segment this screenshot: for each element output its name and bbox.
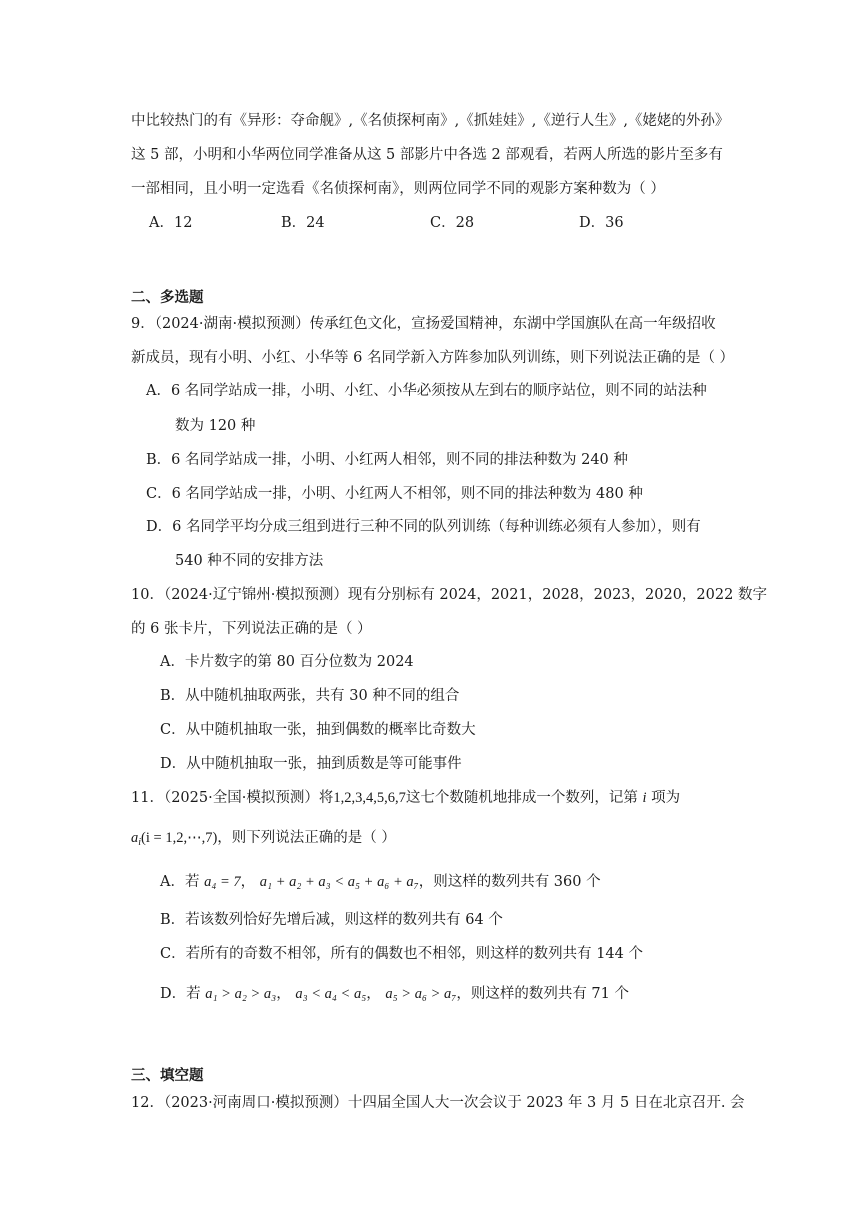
section-title-fill-in: 三、填空题	[131, 1068, 204, 1084]
q9-option-d-line-1: D．6 名同学平均分成三组到进行三种不同的队列训练（每种训练必须有人参加），则有	[146, 519, 701, 535]
q11-number-sequence: 1,2,3,4,5,6,7	[333, 790, 406, 806]
q9-line-1: 9．（2024·湖南·模拟预测）传承红色文化，宣扬爱国精神，东湖中学国旗队在高一年级招收	[131, 316, 716, 332]
q11-option-c: C．若所有的奇数不相邻，所有的偶数也不相邻，则这样的数列共有 144 个	[160, 946, 643, 962]
q9-option-c: C．6 名同学站成一排，小明、小红两人不相邻，则不同的排法种数为 480 种	[146, 486, 643, 502]
q11-intro-text: 11．（2025·全国·模拟预测）将	[131, 790, 334, 806]
q10-option-d: D．从中随机抽取一张，抽到质数是等可能事件	[160, 756, 462, 772]
q8-line-1: 中比较热门的有《异形：夺命舰》,《名侦探柯南》,《抓娃娃》,《逆行人生》,《姥姥的外孙》	[131, 113, 730, 129]
q9-option-b: B．6 名同学站成一排，小明、小红两人相邻，则不同的排法种数为 240 种	[146, 452, 628, 468]
q11-index-i: i	[642, 790, 647, 806]
q11-option-d-condition-1: a₁ > a₂ > a₃	[205, 986, 277, 1002]
q11-option-d-condition-3: a₅ > a₆ > a₇	[385, 986, 457, 1002]
q10-option-b: B．从中随机抽取两张，共有 30 种不同的组合	[160, 688, 460, 704]
q9-option-a-line-2: 数为 120 种	[175, 418, 256, 434]
q11-option-a-condition-2: a₁ + a₂ + a₃ < a₅ + a₆ + a₇	[259, 874, 419, 890]
q11-option-a-condition-1: a₄ = 7	[204, 874, 241, 890]
q8-line-2: 这 5 部，小明和小华两位同学准备从这 5 部影片中各选 2 部观看，若两人所选的影片至多有	[131, 147, 723, 163]
q8-line-3: 一部相同，且小明一定选看《名侦探柯南》，则两位同学不同的观影方案种数为（ ）	[131, 181, 665, 197]
q11-prompt-text: ，则下列说法正确的是（ ）	[217, 830, 396, 846]
q9-option-a-line-1: A．6 名同学站成一排，小明、小红、小华必须按从左到右的顺序站位，则不同的站法种	[146, 383, 707, 399]
q11-option-d-conclusion: ，则这样的数列共有 71 个	[456, 986, 629, 1002]
q11-intro-text-2: 这七个数随机地排成一个数列，记第	[405, 790, 638, 806]
q10-option-a: A．卡片数字的第 80 百分位数为 2024	[160, 654, 414, 670]
q9-option-d-line-2: 540 种不同的安排方法	[175, 553, 324, 569]
q11-option-d: D．若 a₁ > a₂ > a₃， a₃ < a₄ < a₅， a₅ > a₆ > a₇，则这样的数列共有 71 个	[160, 986, 629, 1002]
q11-xiang-text: 项为	[651, 790, 681, 806]
q8-option-c: C．28	[430, 215, 475, 231]
q11-option-d-condition-2: a₃ < a₄ < a₅	[295, 986, 367, 1002]
q12-line-1: 12．（2023·河南周口·模拟预测）十四届全国人大一次会议于 2023 年 3 月 5 日在北京召开. 会	[131, 1095, 745, 1111]
q8-option-d: D．36	[579, 215, 624, 231]
q11-line-1	[131, 788, 680, 808]
q10-line-2: 的 6 张卡片，下列说法正确的是（ ）	[131, 621, 372, 637]
section-title-multiple-choice: 二、多选题	[131, 290, 204, 306]
q11-term-a: a	[131, 830, 139, 846]
q11-option-d-label: D．若	[160, 986, 201, 1002]
q11-option-a-label: A．若	[160, 874, 200, 890]
q11-index-range: (i = 1,2,⋯,7)	[141, 830, 218, 846]
q10-line-1: 10．（2024·辽宁锦州·模拟预测）现有分别标有 2024，2021，2028，2023，2020，2022 数字	[131, 587, 767, 603]
q10-option-c: C．从中随机抽取一张，抽到偶数的概率比奇数大	[160, 722, 476, 738]
q8-option-a: A．12	[149, 215, 193, 231]
q11-option-a-conclusion: ，则这样的数列共有 360 个	[418, 874, 601, 890]
q9-line-2: 新成员，现有小明、小红、小华等 6 名同学新入方阵参加队列训练，则下列说法正确的是（ ）	[131, 350, 735, 366]
q11-line-2	[131, 828, 396, 848]
q11-term-subscript: i	[138, 837, 142, 848]
q8-option-b: B．24	[281, 215, 325, 231]
q11-option-a: A．若 a₄ = 7， a₁ + a₂ + a₃ < a₅ + a₆ + a₇，则这样的数列共有 360 个	[160, 874, 601, 890]
q11-option-b: B．若该数列恰好先增后减，则这样的数列共有 64 个	[160, 912, 503, 928]
